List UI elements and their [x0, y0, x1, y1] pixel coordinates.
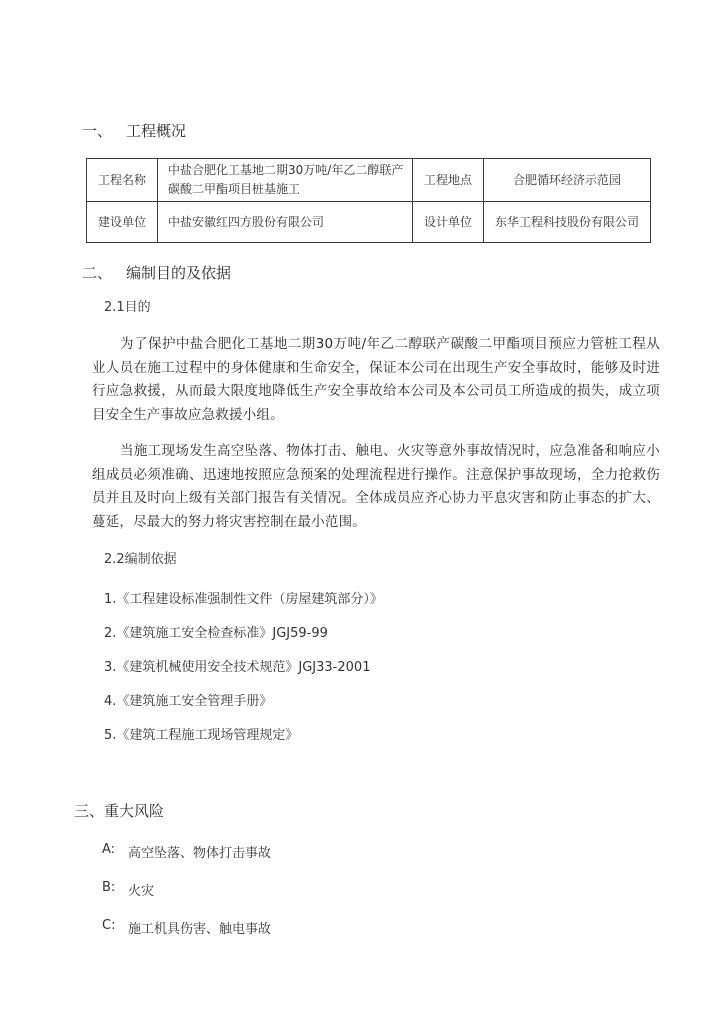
subsection-2-1-title: 2.1目的 [104, 300, 151, 315]
section-1-title: 工程概况 [126, 122, 187, 140]
section-3-title: 重大风险 [104, 802, 165, 820]
risk-item-key: C: [102, 918, 116, 933]
client-label: 建设单位 [87, 202, 158, 243]
section-1-number: 一、 [82, 122, 113, 140]
risk-item-text: 施工机具伤害、触电事故 [128, 922, 272, 937]
section-2-number: 二、 [82, 264, 113, 282]
project-location-label: 工程地点 [413, 159, 484, 202]
reference-item: 5.《建筑工程施工现场管理规定》 [104, 728, 299, 743]
table-row [87, 159, 651, 202]
section-3-number: 三、 [74, 802, 105, 820]
project-name-value: 中盐合肥化工基地二期30万吨/年乙二醇联产碳酸二甲酯项目桩基施工 [158, 159, 413, 202]
project-overview-table [86, 158, 651, 243]
client-value: 中盐安徽红四方股份有限公司 [158, 202, 413, 243]
designer-label: 设计单位 [413, 202, 484, 243]
purpose-paragraph-2: 当施工现场发生高空坠落、物体打击、触电、火灾等意外事故情况时，应急准备和响应小组成员必须准确、迅速地按照应急预案的处理流程进行操作。注意保护事故现场，全力抢救伤员并且及时向上级有关部门报告有关情况。全体成员应齐心协力平息灾害和防止事态的扩大、蔓延，尽最大的努力将灾害控制在最小范围。 [92, 443, 660, 530]
project-location-value: 合肥循环经济示范园 [484, 159, 651, 202]
purpose-paragraph-1: 为了保护中盐合肥化工基地二期30万吨/年乙二醇联产碳酸二甲酯项目预应力管桩工程从业人员在施工过程中的身体健康和生命安全，保证本公司在出现生产安全事故时，能够及时进行应急救援，从而最大限度地降低生产安全事故给本公司及本公司员工所造成的损失，成立项目安全生产事故应急救援小组。 [92, 336, 660, 423]
reference-item: 1.《工程建设标准强制性文件（房屋建筑部分）》 [104, 592, 383, 607]
risk-item-key: B: [102, 880, 116, 895]
table-row [87, 202, 651, 243]
project-name-label: 工程名称 [87, 159, 158, 202]
risk-item-text: 高空坠落、物体打击事故 [128, 846, 272, 861]
risk-item-key: A: [102, 842, 116, 857]
designer-value: 东华工程科技股份有限公司 [484, 202, 651, 243]
section-2-title: 编制目的及依据 [126, 264, 232, 282]
reference-item: 2.《建筑施工安全检查标准》JGJ59-99 [104, 626, 328, 641]
subsection-2-2-title: 2.2编制依据 [104, 552, 177, 567]
risk-item-text: 火灾 [128, 884, 155, 899]
reference-item: 4.《建筑施工安全管理手册》 [104, 694, 273, 709]
reference-item: 3.《建筑机械使用安全技术规范》JGJ33-2001 [104, 660, 371, 675]
section-1-heading [82, 120, 112, 141]
